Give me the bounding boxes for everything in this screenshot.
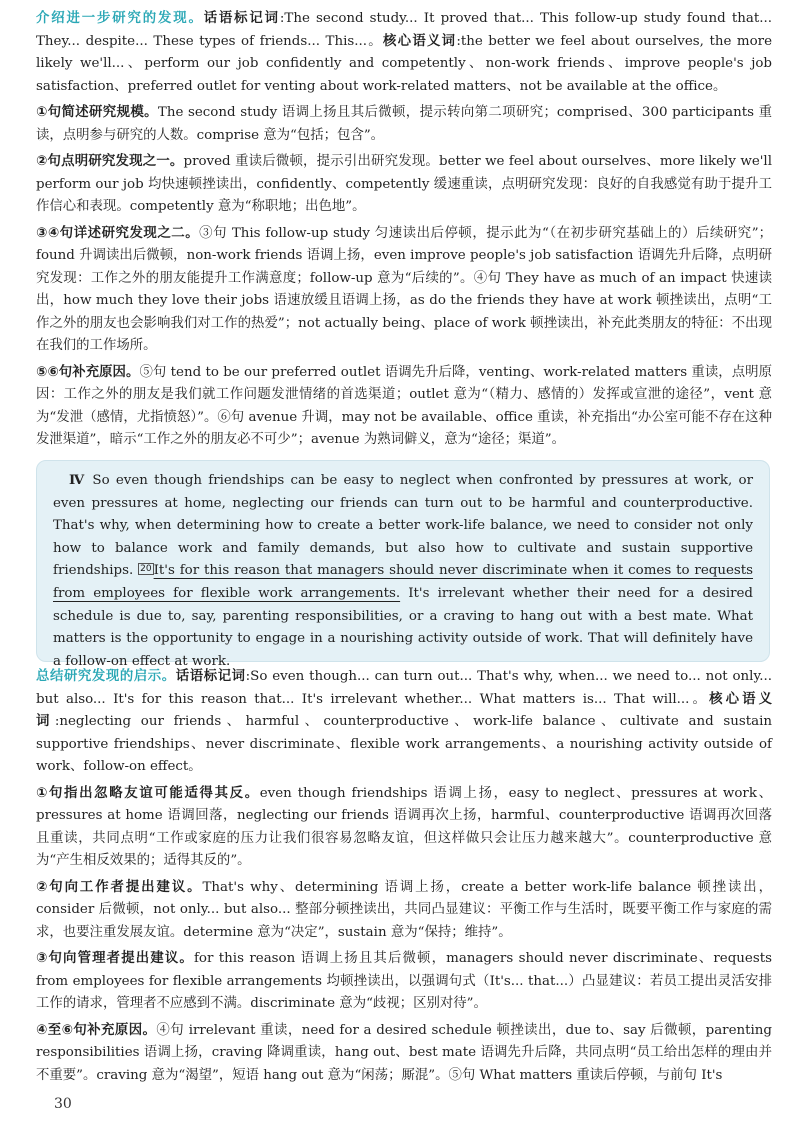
analysis-paragraph	[36, 948, 772, 1016]
discourse-marker-text: :So even though... can turn out... That's why, when... we need to... not only... but also... It's for this reason that... It's irrelevant whether... What matters is... That will...。	[36, 669, 773, 707]
section-heading: 介绍进一步研究的发现。	[36, 11, 204, 26]
section-intro	[36, 8, 772, 98]
discourse-marker-label: 话语标记词	[175, 669, 246, 684]
paragraph-lead: ③句向管理者提出建议。	[36, 951, 194, 966]
analysis-paragraph	[36, 783, 772, 873]
paragraph-text: proved 重读后微顿，提示引出研究发现。better we feel about ourselves、more likely we'll perform our job 均快速顿挫读出，confidently、competently 缓速重读，点明研究发现：良好的自我感觉有助于提升工作信心和表现。competently 意为“称职地；出色地”。	[36, 154, 772, 214]
passage-text: It's irrelevant whether their need for a desired schedule is due to, say, parenting responsibilities, or a craving to hang out with a best mate. What matters is the opportunity to engage in a nourishing activity outside of work. That will definitely have a follow-on effect at work.	[53, 585, 753, 669]
passage-text: So even though friendships can be easy to neglect when confronted by pressures at work, or even pressures at home, neglecting our friends can turn out to be harmful and counterproductive. That's why, when determining how to create a better work-life balance, we need to consider not only how to balance work and family demands, but also how to cultivate and sustain supportive friendships.	[53, 473, 753, 579]
analysis-paragraph	[36, 877, 772, 945]
paragraph-text: ③句 This follow-up study 匀速读出后停顿，提示此为“（在初步研究基础上的）后续研究”；found 升调读出后微顿，non-work friends 语调上扬，even improve people's job satisfaction 语调先升后降，点明研究发现：工作之外的朋友能提升工作满意度；follow-up 意为“后续的”。④句 They have as much of an impact 快速读出，how much they love their jobs 语速放缓且语调上扬，as do the friends they have at work 顿挫读出，点明“工作之外的朋友也会影响我们对工作的热爱”；not actually being、place of work 顿挫读出，补充此类朋友的特征：不出现在我们的工作场所。	[36, 225, 772, 353]
paragraph-text: ⑤句 tend to be our preferred outlet 语调先升后降，venting、work-related matters 重读，点明原因：工作之外的朋友是我们就工作问题发泄情绪的首选渠道；outlet 意为“（精力、感情的）发挥或宣泄的途径”，vent 意为“发泄（感情，尤指愤怒）”。⑥句 avenue 升调，may not be available、office 重读，补充指出“办公室可能不存在这种发泄渠道”，暗示“工作之外的朋友必不可少”；avenue 为熟词僻义，意为“途径；渠道”。	[36, 364, 772, 447]
core-semantic-text: :the better we feel about ourselves, the more likely we'll...、perform our job confidently and competently、non-work friends、improve people's job satisfaction、preferred outlet for venting about work-related matters、not be available at the office。	[36, 33, 772, 94]
paragraph-roman-numeral: Ⅳ	[69, 472, 87, 488]
underlined-key-sentence: It's for this reason that managers should never discriminate when it comes to requests from employees for flexible work arrangements.	[53, 563, 754, 601]
paragraph-lead: ①句简述研究规模。	[36, 105, 158, 120]
analysis-paragraph	[36, 1020, 772, 1088]
paragraph-lead: ⑤⑥句补充原因。	[36, 364, 140, 380]
core-semantic-text: :neglecting our friends、harmful、counterproductive、work-life balance、cultivate and sustain supportive friendships、never discriminate、flexible work arrangements、a nourishing activity outside of work、follow-on effect。	[36, 714, 772, 774]
analysis-paragraph	[36, 151, 772, 219]
paragraph-text: That's why、determining 语调上扬，create a better work-life balance 顿挫读出，consider 后微顿，not only... but also... 整部分顿挫读出，共同凸显建议：平衡工作与生活时，既要平衡工作与家庭的需求，也要注重发展友谊。determine 意为“决定”，sustain 意为“保持；维持”。	[36, 879, 773, 940]
core-semantic-label: 核心语义词	[36, 691, 772, 729]
paragraph-text: for this reason 语调上扬且其后微顿，managers should never discriminate、requests from employees for flexible arrangements 均顿挫读出，以强调句式（It's... that...）凸显建议：若员工提出灵活安排工作的请求，管理者不应感到不满。discriminate 意为“歧视；区别对待”。	[36, 951, 772, 1011]
paragraph-text: The second study 语调上扬且其后微顿，提示转向第二项研究；comprised、300 participants 重读，点明参与研究的人数。comprise 意为“包括；包含”。	[36, 105, 772, 143]
paragraph-lead: ①句指出忽略友谊可能适得其反。	[36, 785, 260, 801]
passage-paragraph	[53, 469, 753, 673]
analysis-section-1	[36, 8, 772, 456]
paragraph-lead: ②句向工作者提出建议。	[36, 879, 203, 895]
core-semantic-label: 核心语义词	[382, 33, 457, 49]
discourse-marker-label: 话语标记词	[203, 11, 280, 26]
section-intro	[36, 666, 772, 779]
paragraph-lead: ④至⑥句补充原因。	[36, 1022, 157, 1038]
analysis-paragraph	[36, 102, 772, 147]
page-number: 30	[54, 1096, 72, 1112]
paragraph-lead: ③④句详述研究发现之二。	[36, 225, 200, 241]
paragraph-text: ④句 irrelevant 重读，need for a desired schedule 顿挫读出，due to、say 后微顿，parenting responsibilities 语调上扬，craving 降调重读，hang out、best mate 语调先升后降，共同点明“员工给出怎样的理由并不重要”。craving 意为“渴望”，短语 hang out 意为“闲荡；厮混”。⑤句 What matters 重读后停顿，与前句 It's	[36, 1022, 772, 1083]
question-marker: 20	[140, 564, 152, 575]
analysis-paragraph	[36, 223, 772, 358]
analysis-section-2	[36, 666, 772, 1091]
section-heading: 总结研究发现的启示。	[36, 669, 176, 684]
reading-passage-box	[36, 460, 770, 669]
paragraph-text: even though friendships 语调上扬，easy to neglect、pressures at work、pressures at home 语调回落，neglecting our friends 语调再次上扬，harmful、counterproductive 语调再次回落且重读，共同点明“工作或家庭的压力让我们很容易忽略友谊，但这样做只会让压力越来越大”。counterproductive 意为“产生相反效果的；适得其反的”。	[36, 785, 772, 868]
analysis-paragraph	[36, 362, 772, 452]
discourse-marker-text: :The second study... It proved that... This follow-up study found that... They... despite... These types of friends... This...。	[36, 11, 773, 49]
paragraph-lead: ②句点明研究发现之一。	[36, 154, 184, 169]
